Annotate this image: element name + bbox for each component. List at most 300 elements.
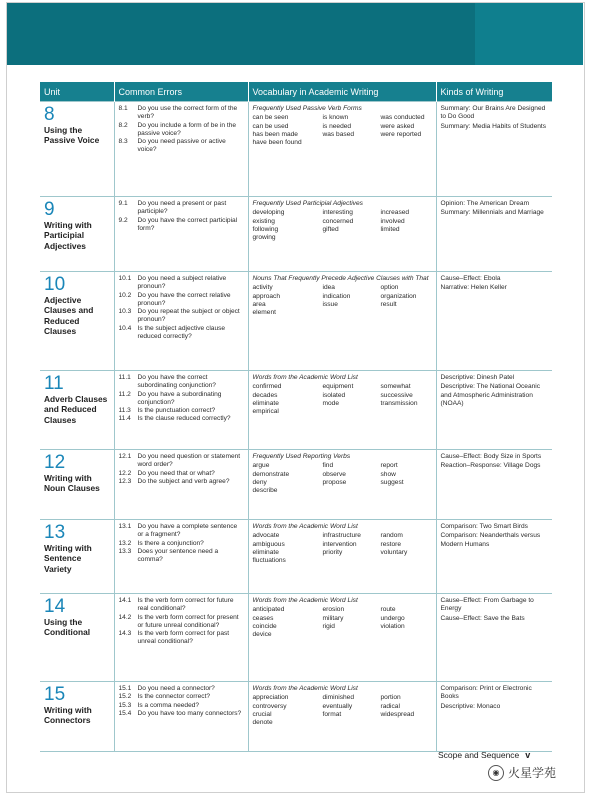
vocab-word: denote <box>252 719 273 727</box>
vocab-word: erosion <box>322 606 345 614</box>
error-number: 15.4 <box>118 709 132 717</box>
writing-kind <box>441 615 549 623</box>
writing-kind <box>441 462 549 470</box>
vocab-word <box>381 557 437 565</box>
error-text: Is the punctuation correct? <box>137 407 216 415</box>
unit-title: Adverb Clauses and Reduced Clauses <box>44 394 108 425</box>
vocab-cell <box>248 520 436 594</box>
vocab-word: were reported <box>380 130 422 138</box>
error-number: 14.3 <box>118 630 132 638</box>
error-text: Is the verb form correct for present or future unreal conditional? <box>137 613 239 629</box>
error-text: Do you need passive or active voice? <box>137 138 226 154</box>
scope-sequence-table <box>40 82 552 752</box>
error-number: 15.1 <box>118 685 132 692</box>
error-item <box>119 693 244 701</box>
error-number: 15.2 <box>118 693 132 701</box>
writing-kind <box>441 105 549 122</box>
vocab-word: find <box>322 462 334 470</box>
writing-kind <box>441 374 549 382</box>
error-item <box>119 374 244 391</box>
vocab-cell <box>248 682 436 752</box>
error-text: Is the subject adjective clause reduced correctly? <box>137 324 226 341</box>
writing-kind-label: Narrative: <box>440 284 471 292</box>
vocab-word <box>323 139 381 147</box>
vocab-heading: Frequently Used Participial Adjectives <box>252 200 363 207</box>
writing-kind <box>441 703 549 711</box>
error-item <box>119 105 244 122</box>
error-text: Do you need that or what? <box>137 469 215 477</box>
error-number: 11.4 <box>118 415 131 423</box>
error-item <box>119 122 244 139</box>
vocab-word: format <box>322 710 342 718</box>
vocab-word: limited <box>380 225 400 233</box>
vocab-list <box>253 209 432 242</box>
vocab-word: rigid <box>322 622 335 630</box>
vocab-word: element <box>252 309 276 317</box>
writing-kind-label: Summary: <box>440 122 473 130</box>
writing-kind-title: Millennials and Marriage <box>472 209 544 217</box>
unit-title: Using the Passive Voice <box>44 125 100 146</box>
vocab-word: random <box>380 532 403 540</box>
vocab-list <box>253 383 432 416</box>
unit-title: Writing with Participial Adjectives <box>44 220 92 251</box>
vocab-word: isolated <box>322 391 346 399</box>
unit-number: 11 <box>44 373 64 394</box>
error-text: Does your sentence need a comma? <box>137 547 219 564</box>
error-text: Is there a conjunction? <box>137 539 204 547</box>
vocab-cell <box>248 197 436 272</box>
writing-kind <box>441 597 549 614</box>
vocab-word: ceases <box>252 614 274 622</box>
writing-kind-label: Summary: <box>440 105 473 112</box>
error-item <box>119 217 244 234</box>
unit-cell <box>40 272 114 371</box>
vocab-heading: Frequently Used Passive Verb Forms <box>252 105 362 112</box>
error-item <box>119 275 244 292</box>
vocab-word: interesting <box>322 209 353 217</box>
writing-kind-title: Village Dogs <box>503 462 541 470</box>
vocab-heading: Nouns That Frequently Precede Adjective Clauses with That <box>252 275 429 282</box>
vocab-word: option <box>380 284 399 292</box>
error-number: 12.2 <box>118 469 132 477</box>
vocab-word: priority <box>322 548 343 556</box>
writing-kind <box>441 685 549 702</box>
vocab-word: approach <box>252 292 280 300</box>
error-item <box>119 523 244 540</box>
vocab-word: advocate <box>252 532 280 540</box>
writing-kind-title: Save the Bats <box>483 614 525 622</box>
error-text: Is the clause reduced correctly? <box>137 415 231 423</box>
writing-kind-title: From Garbage to Energy <box>440 597 534 613</box>
vocab-word: empirical <box>252 408 279 416</box>
writing-kind-title: Two Smart Birds <box>479 523 528 530</box>
vocab-word: military <box>322 614 344 622</box>
unit-row <box>40 272 552 371</box>
vocab-word <box>323 309 381 317</box>
error-item <box>119 710 244 718</box>
vocab-cell <box>248 371 436 450</box>
vocab-word <box>381 234 437 242</box>
vocab-word: intervention <box>322 540 357 548</box>
vocab-word: successive <box>380 391 413 399</box>
vocab-word: crucial <box>252 710 272 718</box>
unit-title: Adjective Clauses and Reduced Clauses <box>44 295 94 337</box>
watermark-text: 火星学苑 <box>508 766 557 780</box>
vocab-word: equipment <box>322 383 354 391</box>
writing-kind-title: Neanderthals versus Modern Humans <box>440 532 541 548</box>
vocab-word: idea <box>322 284 335 292</box>
error-item <box>119 630 244 647</box>
error-item <box>119 138 244 155</box>
writing-kind-title: Our Brains Are Designed to Do Good <box>440 105 546 121</box>
vocab-word: increased <box>380 209 410 217</box>
vocab-word: issue <box>322 300 338 308</box>
writing-kind-title: Print or Electronic Books <box>440 685 532 701</box>
writing-kind-label: Cause–Effect: <box>440 453 484 460</box>
error-number: 14.1 <box>118 597 132 604</box>
writing-kind <box>441 532 549 549</box>
writing-kind-title: Media Habits of Students <box>472 122 547 130</box>
unit-row <box>40 102 552 197</box>
vocab-word: argue <box>252 462 270 470</box>
vocab-word <box>323 557 381 565</box>
error-item <box>119 415 244 423</box>
error-number: 10.4 <box>118 324 132 332</box>
vocab-word: existing <box>252 217 275 225</box>
vocab-word <box>323 631 381 639</box>
unit-row <box>40 371 552 450</box>
vocab-word: restore <box>380 540 402 548</box>
page-number: v <box>525 750 531 760</box>
vocab-word <box>381 719 437 727</box>
header-band <box>7 3 583 65</box>
vocab-heading: Frequently Used Reporting Verbs <box>252 453 351 460</box>
error-item <box>119 453 244 470</box>
vocab-word: deny <box>252 478 267 486</box>
error-text: Do you have the correct relative pronoun? <box>137 291 231 307</box>
error-number: 13.3 <box>118 547 132 555</box>
unit-cell <box>40 682 114 752</box>
vocab-word: has been made <box>252 130 298 138</box>
writing-kind <box>441 453 549 461</box>
unit-title: Writing with Connectors <box>44 705 92 726</box>
vocab-word: appreciation <box>252 694 289 702</box>
writing-kind-title: Body Size in Sports <box>483 453 542 460</box>
writing-kind-title: The National Oceanic and Atmospheric Administration (NOAA) <box>440 383 541 407</box>
vocab-word: portion <box>380 694 401 702</box>
errors-cell <box>114 594 248 682</box>
error-item <box>119 470 244 478</box>
vocab-word <box>381 408 437 416</box>
error-text: Do you have a complete sentence or a fragment? <box>137 523 238 539</box>
writing-kind-title: Monaco <box>476 702 501 710</box>
vocab-word: describe <box>252 487 278 495</box>
header-errors: Common Errors <box>114 82 248 102</box>
writing-kind-title: The American Dream <box>466 200 530 207</box>
kinds-cell <box>436 520 552 594</box>
error-item <box>119 702 244 710</box>
vocab-word: activity <box>252 284 273 292</box>
vocab-word: transmission <box>380 399 418 407</box>
error-text: Do the subject and verb agree? <box>137 477 230 485</box>
unit-cell <box>40 520 114 594</box>
error-item <box>119 597 244 614</box>
writing-kind <box>441 284 549 292</box>
error-text: Do you repeat the subject or object pronoun? <box>137 308 240 324</box>
vocab-word: propose <box>322 478 347 486</box>
vocab-word: can be seen <box>252 114 289 122</box>
writing-kind <box>441 275 549 283</box>
vocab-word: area <box>252 300 266 308</box>
error-number: 12.3 <box>118 477 132 485</box>
unit-row <box>40 197 552 272</box>
vocab-word <box>323 487 381 495</box>
writing-kind-title: Dinesh Patel <box>476 374 515 381</box>
error-number: 14.2 <box>118 613 132 621</box>
vocab-word: demonstrate <box>252 470 290 478</box>
error-number: 8.1 <box>118 105 128 112</box>
error-text: Do you need a subject relative pronoun? <box>137 275 227 291</box>
error-item <box>119 478 244 486</box>
error-number: 10.3 <box>118 308 132 316</box>
unit-number: 8 <box>44 104 55 125</box>
unit-cell <box>40 594 114 682</box>
vocab-word: infrastructure <box>322 532 361 540</box>
vocab-word <box>323 719 381 727</box>
vocab-word <box>381 139 437 147</box>
unit-number: 9 <box>44 199 55 220</box>
vocab-cell <box>248 450 436 520</box>
vocab-word: was conducted <box>380 114 425 122</box>
error-text: Do you need question or statement word order? <box>137 453 241 469</box>
errors-cell <box>114 102 248 197</box>
vocab-word: have been found <box>252 139 302 147</box>
error-number: 13.2 <box>118 539 132 547</box>
watermark <box>488 764 556 781</box>
vocab-word: following <box>252 225 279 233</box>
writing-kind-label: Comparison: <box>440 523 480 530</box>
error-number: 15.3 <box>118 701 132 709</box>
kinds-cell <box>436 682 552 752</box>
error-text: Is the verb form correct for future real conditional? <box>137 597 234 613</box>
vocab-cell <box>248 272 436 371</box>
vocab-heading: Words from the Academic Word List <box>252 597 358 604</box>
writing-kind-label: Comparison: <box>440 532 480 540</box>
unit-title: Writing with Sentence Variety <box>44 543 92 574</box>
unit-number: 14 <box>44 596 66 617</box>
error-item <box>119 200 244 217</box>
unit-number: 10 <box>44 274 66 295</box>
vocab-word: eventually <box>322 702 353 710</box>
unit-title: Writing with Noun Clauses <box>44 473 100 494</box>
writing-kind <box>441 209 549 217</box>
kinds-cell <box>436 450 552 520</box>
error-item <box>119 548 244 565</box>
errors-cell <box>114 520 248 594</box>
header-kinds: Kinds of Writing <box>436 82 552 102</box>
vocab-list <box>253 606 432 639</box>
writing-kind-title: Ebola <box>483 275 501 282</box>
error-item <box>119 407 244 415</box>
writing-kind-label: Descriptive: <box>440 374 477 381</box>
error-item <box>119 308 244 325</box>
vocab-word: fluctuations <box>252 557 286 565</box>
vocab-word: coincide <box>252 622 277 630</box>
vocab-word: was based <box>322 130 355 138</box>
vocab-word: undergo <box>380 614 405 622</box>
error-text: Is the connector correct? <box>137 693 211 701</box>
header-band-tab <box>7 3 475 65</box>
vocab-heading: Words from the Academic Word List <box>252 523 358 530</box>
writing-kind-label: Cause–Effect: <box>440 275 484 282</box>
error-text: Is the verb form correct for past unreal conditional? <box>137 630 230 646</box>
vocab-word: widespread <box>380 710 415 718</box>
vocab-word <box>381 309 437 317</box>
vocab-word: result <box>380 300 397 308</box>
vocab-heading: Words from the Academic Word List <box>252 374 358 381</box>
vocab-word: suggest <box>380 478 404 486</box>
unit-cell <box>40 450 114 520</box>
error-number: 9.2 <box>118 216 128 224</box>
vocab-list <box>253 284 432 317</box>
header-vocab: Vocabulary in Academic Writing <box>248 82 436 102</box>
error-text: Do you include a form of be in the passive voice? <box>137 121 237 137</box>
writing-kind-label: Summary: <box>440 209 473 217</box>
unit-cell <box>40 102 114 197</box>
vocab-word: ambiguous <box>252 540 285 548</box>
vocab-word: confirmed <box>252 383 282 391</box>
unit-number: 15 <box>44 684 66 705</box>
vocab-list <box>253 114 432 147</box>
vocab-word: indication <box>322 292 351 300</box>
vocab-word: radical <box>380 702 400 710</box>
writing-kind <box>441 200 549 208</box>
unit-cell <box>40 197 114 272</box>
vocab-list <box>253 532 432 565</box>
writing-kind-title: Helen Keller <box>470 284 507 292</box>
kinds-cell <box>436 102 552 197</box>
unit-row <box>40 594 552 682</box>
error-number: 10.2 <box>118 291 132 299</box>
vocab-list <box>253 462 432 495</box>
vocab-word: concerned <box>322 217 354 225</box>
writing-kind-label: Comparison: <box>440 685 480 692</box>
error-text: Do you need a present or past participle? <box>137 200 227 216</box>
error-item <box>119 540 244 548</box>
vocab-word: decades <box>252 391 278 399</box>
errors-cell <box>114 197 248 272</box>
unit-number: 12 <box>44 452 66 473</box>
vocab-word: observe <box>322 470 346 478</box>
error-number: 11.3 <box>118 407 131 415</box>
vocab-word: is needed <box>322 122 352 130</box>
error-text: Do you need a connector? <box>137 685 215 692</box>
page-footer <box>438 750 530 760</box>
vocab-word: developing <box>252 209 285 217</box>
unit-number: 13 <box>44 522 66 543</box>
error-text: Do you have a subordinating conjunction? <box>137 390 222 406</box>
error-item <box>119 325 244 342</box>
errors-cell <box>114 450 248 520</box>
error-text: Do you have the correct participial form? <box>137 216 238 232</box>
error-number: 11.2 <box>118 390 131 398</box>
error-text: Do you have the correct subordinating conjunction? <box>137 374 216 390</box>
error-text: Do you use the correct form of the verb? <box>137 105 238 121</box>
vocab-word: report <box>380 462 398 470</box>
error-item <box>119 292 244 309</box>
vocab-word: eliminate <box>252 399 279 407</box>
error-number: 8.2 <box>118 121 128 129</box>
error-text: Do you have too many connectors? <box>137 709 242 717</box>
error-number: 11.1 <box>118 374 131 381</box>
vocab-word: gifted <box>322 225 339 233</box>
error-text: Is a comma needed? <box>137 701 200 709</box>
error-number: 9.1 <box>118 200 128 207</box>
errors-cell <box>114 371 248 450</box>
vocab-word: is known <box>322 114 349 122</box>
unit-title: Using the Conditional <box>44 617 91 638</box>
table-header-row <box>40 82 552 102</box>
errors-cell <box>114 272 248 371</box>
wechat-icon: ◉ <box>488 765 504 781</box>
unit-row <box>40 520 552 594</box>
vocab-cell <box>248 102 436 197</box>
errors-cell <box>114 682 248 752</box>
error-number: 8.3 <box>118 138 128 146</box>
vocab-word: organization <box>380 292 417 300</box>
writing-kind-label: Cause–Effect: <box>440 597 484 604</box>
writing-kind <box>441 383 549 408</box>
vocab-word: voluntary <box>380 548 408 556</box>
kinds-cell <box>436 371 552 450</box>
writing-kind <box>441 523 549 531</box>
vocab-word: route <box>380 606 396 614</box>
vocab-word: violation <box>380 622 405 630</box>
vocab-word: can be used <box>252 122 289 130</box>
error-number: 12.1 <box>118 453 132 460</box>
writing-kind-label: Cause–Effect: <box>440 614 484 622</box>
unit-row <box>40 450 552 520</box>
kinds-cell <box>436 272 552 371</box>
error-item <box>119 685 244 693</box>
kinds-cell <box>436 197 552 272</box>
writing-kind-label: Descriptive: <box>440 383 477 391</box>
vocab-word: anticipated <box>252 606 285 614</box>
vocab-word: growing <box>252 234 276 242</box>
error-number: 13.1 <box>118 523 132 530</box>
vocab-word: device <box>252 631 272 639</box>
unit-row <box>40 682 552 752</box>
vocab-list <box>253 694 432 727</box>
vocab-word: eliminate <box>252 548 279 556</box>
writing-kind-label: Descriptive: <box>440 702 477 710</box>
writing-kind <box>441 123 549 131</box>
footer-text: Scope and Sequence <box>438 750 520 760</box>
vocab-word: somewhat <box>380 383 411 391</box>
writing-kind-label: Opinion: <box>440 200 467 207</box>
unit-cell <box>40 371 114 450</box>
writing-kind-label: Reaction–Response: <box>440 462 504 470</box>
vocab-heading: Words from the Academic Word List <box>252 685 358 692</box>
error-number: 10.1 <box>118 275 132 282</box>
vocab-word <box>381 631 437 639</box>
vocab-word <box>323 408 381 416</box>
vocab-word: diminished <box>322 694 355 702</box>
error-item <box>119 391 244 408</box>
vocab-word: were asked <box>380 122 415 130</box>
vocab-word <box>381 487 437 495</box>
vocab-word <box>323 234 381 242</box>
